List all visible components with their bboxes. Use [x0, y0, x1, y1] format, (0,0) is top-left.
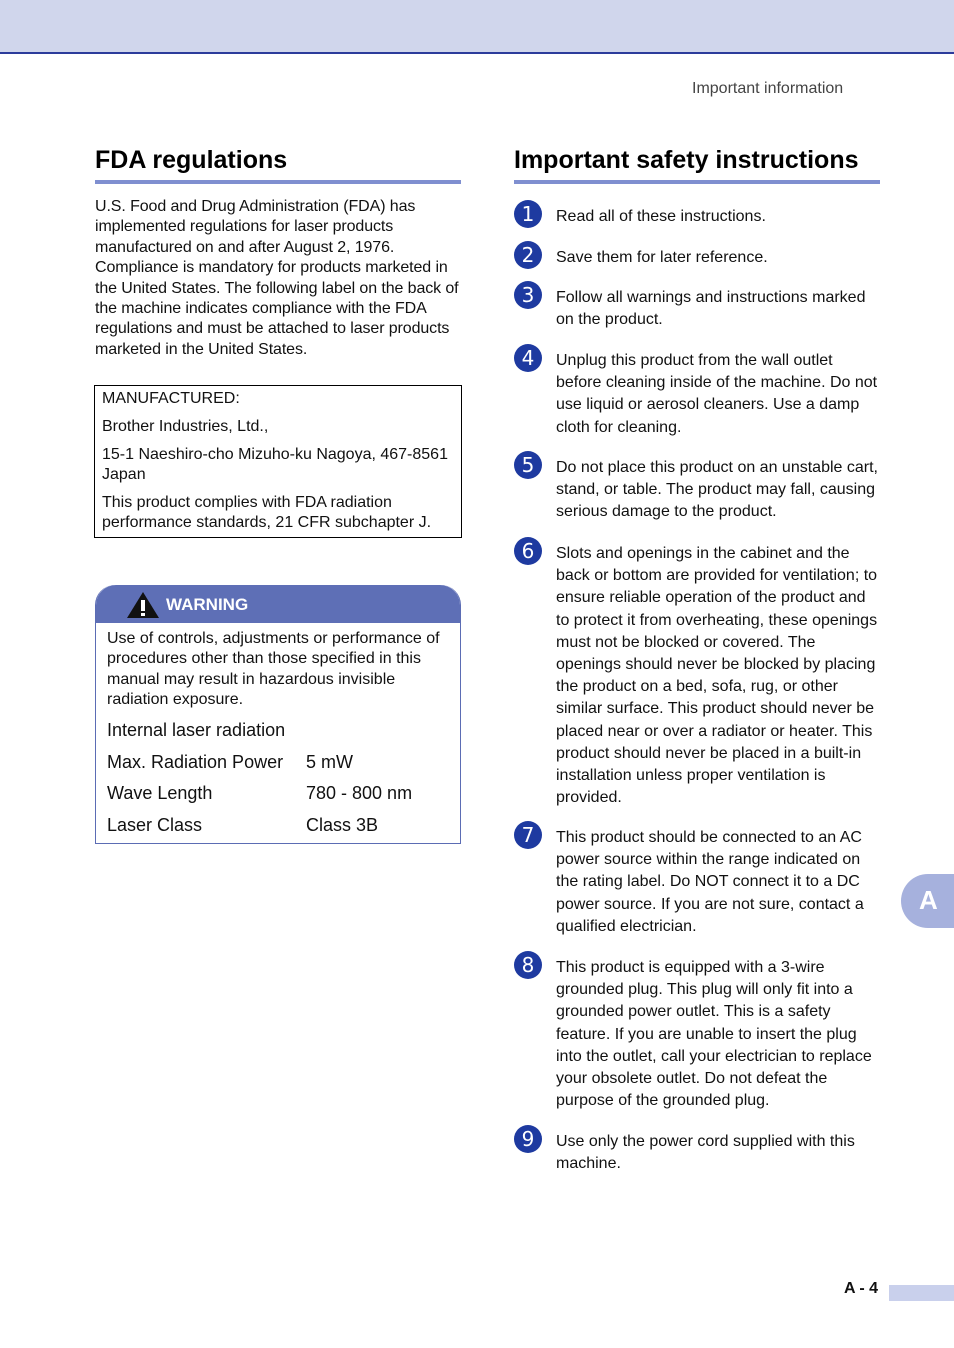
page-number: A - 4	[844, 1280, 879, 1297]
step-text: Unplug this product from the wall outlet before cleaning inside of the machine. Do not use liquid or aerosol cleaners. Use a damp cloth for cleaning.	[556, 352, 878, 436]
step-text: Do not place this product on an unstable cart, stand, or table. The product may fall, causing serious damage to the product.	[556, 459, 878, 521]
step-text: This product should be connected to an AC power source within the range indicated on the rating label. Do NOT connect it to a DC power source. If you are not sure, contact a qualified electrician.	[556, 829, 864, 935]
step-number-badge: 8	[514, 951, 542, 979]
spec-value: 5 mW	[306, 751, 353, 772]
step-text: Follow all warnings and instructions marked on the product.	[556, 289, 866, 329]
step-text: Read all of these instructions.	[556, 208, 766, 225]
warning-text: Use of controls, adjustments or performance of procedures other than those specified in this manual may result in hazardous invisible radiation exposure.	[107, 630, 440, 709]
label-address: 15-1 Naeshiro-cho Mizuho-ku Nagoya, 467-8561 Japan	[102, 446, 448, 483]
step-number-badge: 3	[514, 281, 542, 309]
fda-label-box	[94, 385, 462, 538]
spec-row	[96, 746, 460, 778]
spec-label: Laser Class	[107, 814, 203, 835]
safety-title: Important safety instructions	[514, 145, 880, 184]
appendix-tab-label: A	[919, 885, 938, 915]
step-text: Save them for later reference.	[556, 249, 768, 266]
spec-value: 780 - 800 nm	[306, 783, 413, 804]
spec-label: Wave Length	[107, 783, 213, 804]
label-compliance: This product complies with FDA radiation performance standards, 21 CFR subchapter J.	[102, 494, 432, 531]
running-head: Important information	[692, 80, 844, 97]
step-number-badge: 1	[514, 200, 542, 228]
step-number-badge: 6	[514, 537, 542, 565]
appendix-tab	[901, 874, 954, 928]
step-number-badge: 7	[514, 821, 542, 849]
step-number-badge: 4	[514, 344, 542, 372]
fda-title: FDA regulations	[95, 145, 461, 184]
footer-bar	[889, 1285, 954, 1301]
step-text: Slots and openings in the cabinet and the back or bottom are provided for ventilation; to ensure reliable operation of the product and to protect it from overheating, these openings must not be blocked or covered. The openings should never be blocked by placing the product on a bed, sofa, rug, or other similar surface. This product should never be placed near or over a radiator or heater. This product should never be placed in a built-in installation unless proper ventilation is provided.	[556, 545, 878, 807]
spec-row	[96, 778, 460, 810]
label-company: Brother Industries, Ltd.,	[102, 418, 269, 435]
warning-box	[95, 585, 461, 844]
fda-paragraph: U.S. Food and Drug Administration (FDA) has implemented regulations for laser products manufactured on and after August 2, 1976. Compliance is mandatory for products marketed in the United States. The following label on the back of the machine indicates compliance with the FDA regulations and must be attached to laser products marketed in the United States.	[95, 198, 459, 358]
spec-row	[96, 809, 460, 841]
header-band	[0, 0, 954, 54]
warning-triangle-icon	[126, 591, 160, 619]
internal-radiation	[96, 715, 460, 747]
warning-title: WARNING	[166, 595, 249, 614]
internal-radiation-label: Internal laser radiation	[107, 720, 286, 741]
label-manufactured: MANUFACTURED:	[102, 390, 240, 407]
spec-value: Class 3B	[306, 814, 379, 835]
step-number-badge: 5	[514, 451, 542, 479]
step-text: This product is equipped with a 3-wire grounded plug. This plug will only fit into a grounded power outlet. This is a safety feature. If you are unable to insert the plug into the outlet, call your electrician to replace your obsolete outlet. Do not defeat the purpose of the grounded plug.	[556, 959, 872, 1110]
warning-header	[96, 585, 460, 623]
step-number-badge: 2	[514, 241, 542, 269]
spec-label: Max. Radiation Power	[107, 751, 284, 772]
step-text: Use only the power cord supplied with this machine.	[556, 1133, 855, 1173]
step-number-badge: 9	[514, 1125, 542, 1153]
